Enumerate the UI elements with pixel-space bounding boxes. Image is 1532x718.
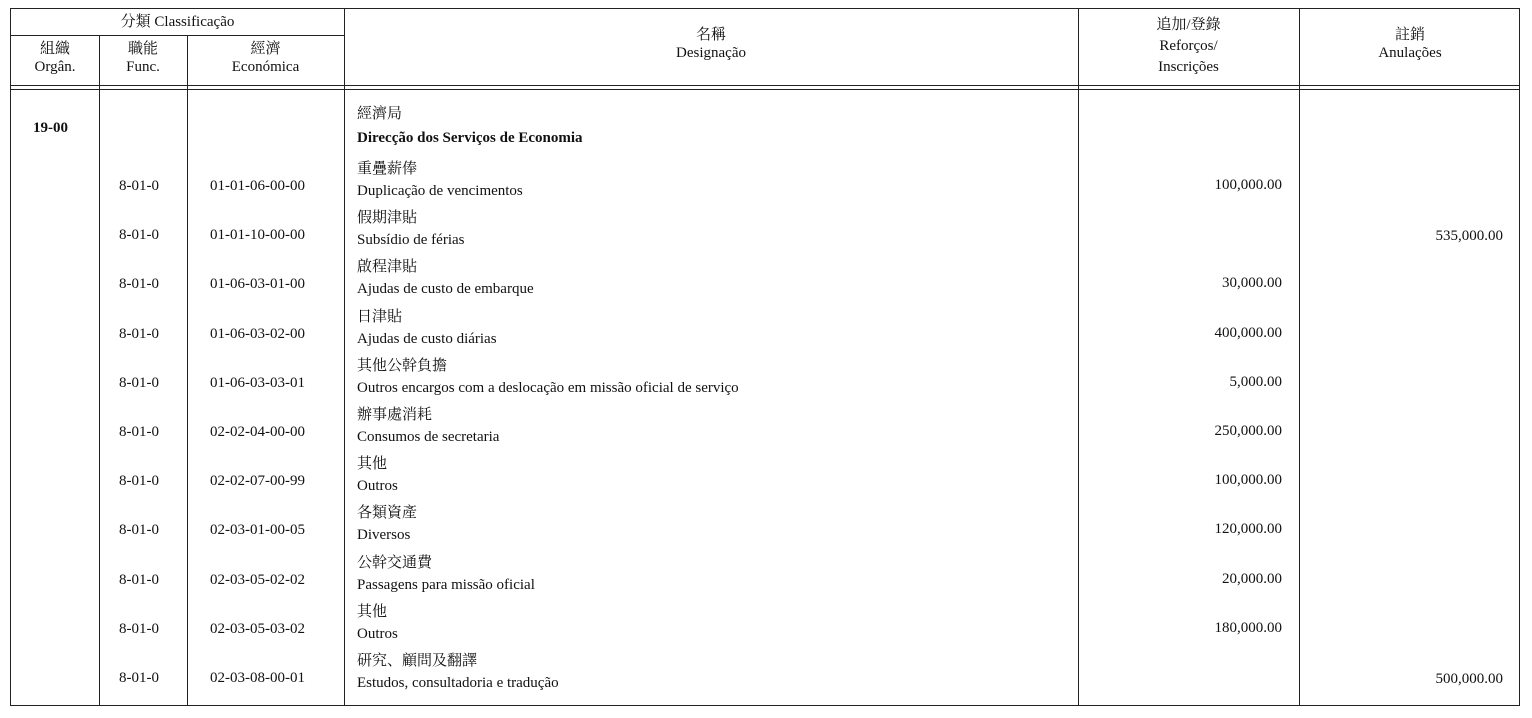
item-name-zh: 研究、顧問及翻譯	[357, 653, 478, 669]
econ-code: 01-01-06-00-00	[210, 178, 305, 194]
organ-name-zh: 經濟局	[357, 106, 403, 122]
item-name-zh: 啟程津貼	[357, 259, 418, 276]
item-name-zh: 其他公幹負擔	[357, 357, 448, 374]
func-code: 8-01-0	[119, 670, 159, 686]
func-header: 職能 Func.	[126, 41, 160, 75]
func-code: 8-01-0	[119, 325, 159, 342]
item-name-pt: Passagens para missão oficial	[357, 576, 535, 593]
item-name-pt: Estudos, consultadoria e tradução	[357, 675, 559, 691]
item-name-pt: Outros	[357, 478, 398, 495]
item-name-zh: 其他	[357, 456, 388, 473]
econ-code: 02-02-07-00-99	[210, 473, 305, 490]
anulacao-value: 500,000.00	[1435, 671, 1503, 687]
func-code: 8-01-0	[119, 620, 159, 637]
econ-code: 01-01-10-00-00	[210, 227, 305, 244]
classification-header: 分類 Classificação	[120, 14, 235, 30]
item-name-zh: 各類資產	[357, 505, 418, 522]
econ-code: 01-06-03-02-00	[210, 325, 305, 342]
header-divider	[11, 35, 344, 36]
item-name-zh: 辦事處消耗	[357, 407, 433, 423]
econ-code: 02-03-05-02-02	[210, 571, 305, 588]
econ-code: 01-06-03-03-01	[210, 374, 305, 391]
reforco-value: 400,000.00	[1214, 324, 1282, 341]
item-name-pt: Subsídio de férias	[357, 232, 465, 249]
econ-code: 01-06-03-01-00	[210, 276, 305, 293]
col-divider	[99, 36, 100, 705]
econ-code: 02-03-08-00-01	[210, 670, 305, 686]
col-divider	[344, 9, 345, 705]
budget-table	[10, 8, 1520, 706]
item-name-zh: 其他	[357, 603, 388, 620]
func-code: 8-01-0	[119, 227, 159, 244]
econ-code: 02-03-01-00-05	[210, 522, 305, 539]
reforco-value: 5,000.00	[1229, 373, 1282, 390]
col-divider	[1299, 9, 1300, 705]
item-name-pt: Ajudas de custo diárias	[357, 330, 497, 347]
col-divider	[187, 36, 188, 705]
item-name-zh: 假期津貼	[357, 210, 418, 227]
reforco-value: 100,000.00	[1214, 472, 1282, 489]
organ-name-pt: Direcção dos Serviços de Economia	[357, 130, 583, 146]
func-code: 8-01-0	[119, 522, 159, 539]
reforco-value: 250,000.00	[1214, 423, 1282, 439]
econ-code: 02-03-05-03-02	[210, 620, 305, 637]
func-code: 8-01-0	[119, 178, 159, 194]
func-code: 8-01-0	[119, 424, 159, 440]
econ-code: 02-02-04-00-00	[210, 424, 305, 440]
item-name-zh: 公幹交通費	[357, 554, 433, 571]
designation-header: 名稱 Designação	[676, 27, 746, 61]
item-name-pt: Outros	[357, 625, 398, 642]
organ-code: 19-00	[33, 120, 68, 136]
func-code: 8-01-0	[119, 374, 159, 391]
econ-header: 經濟 Económica	[231, 41, 300, 75]
anulacao-value: 535,000.00	[1435, 228, 1503, 245]
header-bottom-line	[11, 85, 1519, 86]
reforco-value: 120,000.00	[1214, 521, 1282, 538]
reforco-value: 30,000.00	[1222, 275, 1282, 292]
item-name-zh: 日津貼	[357, 308, 403, 325]
item-name-pt: Duplicação de vencimentos	[357, 183, 523, 199]
func-code: 8-01-0	[119, 571, 159, 588]
item-name-pt: Ajudas de custo de embarque	[357, 281, 534, 298]
reforco-value: 180,000.00	[1214, 619, 1282, 636]
reforco-value: 100,000.00	[1214, 177, 1282, 193]
item-name-pt: Consumos de secretaria	[357, 429, 500, 445]
col-divider	[1078, 9, 1079, 705]
item-name-pt: Diversos	[357, 527, 411, 544]
header-bottom-line	[11, 89, 1519, 90]
func-code: 8-01-0	[119, 276, 159, 293]
func-code: 8-01-0	[119, 473, 159, 490]
item-name-zh: 重疊薪俸	[357, 161, 418, 177]
organ-header: 組織 Orgân.	[34, 41, 76, 75]
reinforcements-header: 追加/登錄 Reforços/ Inscrições	[1156, 17, 1221, 75]
annulments-header: 註銷 Anulações	[1378, 27, 1442, 61]
reforco-value: 20,000.00	[1222, 570, 1282, 587]
item-name-pt: Outros encargos com a deslocação em missão oficial de serviço	[357, 379, 739, 396]
